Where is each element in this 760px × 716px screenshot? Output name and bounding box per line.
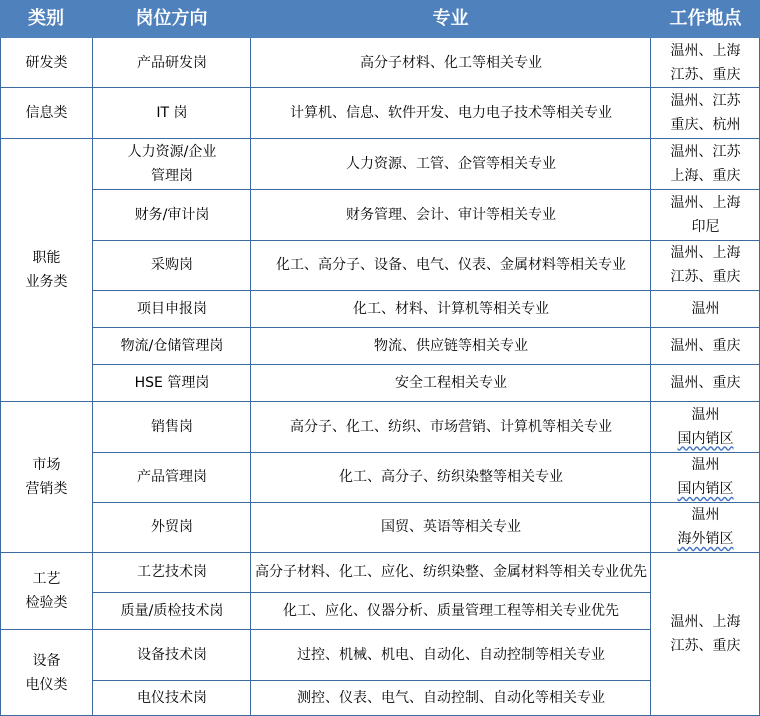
direction-cell — [93, 452, 251, 502]
major-cell: 化工、应化、仪器分析、质量管理工程等相关专业优先 — [283, 602, 619, 619]
row-divider — [0, 629, 651, 630]
direction-cell — [93, 327, 251, 364]
location-cell-line: 温州 — [691, 507, 720, 523]
major-cell: 高分子材料、化工等相关专业 — [360, 54, 542, 71]
column-divider — [650, 38, 651, 716]
category-cell-line: 设备 — [32, 652, 61, 669]
category-cell — [0, 401, 93, 552]
header-direction: 岗位方向 — [135, 8, 208, 29]
row-divider — [93, 189, 760, 190]
location-cell-line: 海外销区 — [677, 531, 734, 547]
row-divider — [93, 290, 760, 291]
category-cell-line: 检验类 — [25, 594, 68, 611]
direction-cell — [93, 364, 251, 401]
direction-cell — [93, 401, 251, 452]
category-cell-line: 营销类 — [25, 480, 68, 497]
category-cell — [0, 87, 93, 138]
location-cell — [651, 401, 760, 452]
category-cell-line: 研发类 — [25, 54, 68, 71]
direction-cell-line: 项目申报岗 — [137, 300, 207, 317]
major-cell: 高分子材料、化工、应化、纺织染整、金属材料等相关专业优先 — [255, 564, 647, 580]
location-cell-line: 温州、江苏 — [670, 143, 741, 160]
direction-cell — [93, 138, 251, 189]
location-cell-line: 温州、上海 — [670, 194, 741, 211]
location-cell-line: 温州、重庆 — [670, 337, 741, 354]
direction-cell — [93, 189, 251, 240]
row-divider — [93, 364, 760, 365]
category-cell-line: 职能 — [32, 249, 61, 266]
location-cell-line: 上海、重庆 — [670, 167, 741, 184]
location-cell — [651, 452, 760, 502]
major-cell: 过控、机械、机电、自动化、自动控制等相关专业 — [297, 646, 605, 663]
row-divider — [93, 452, 760, 453]
direction-cell-line: 产品研发岗 — [137, 54, 207, 71]
direction-cell — [93, 240, 251, 290]
major-cell: 计算机、信息、软件开发、电力电子技术等相关专业 — [290, 104, 612, 121]
major-cell: 化工、材料、计算机等相关专业 — [353, 300, 549, 317]
major-cell: 财务管理、会计、审计等相关专业 — [346, 206, 556, 223]
location-cell-line: 国内销区 — [677, 481, 734, 497]
location-cell — [651, 290, 760, 327]
location-cell — [651, 502, 760, 552]
direction-cell-line: IT 岗 — [156, 104, 188, 121]
category-cell-line: 电仪类 — [25, 676, 68, 693]
major-cell: 化工、高分子、设备、电气、仪表、金属材料等相关专业 — [276, 257, 626, 273]
direction-cell — [93, 502, 251, 552]
major-cell: 物流、供应链等相关专业 — [374, 337, 528, 354]
row-divider — [0, 401, 760, 402]
major-cell: 测控、仪表、电气、自动控制、自动化等相关专业 — [297, 690, 605, 706]
header-category: 类别 — [28, 8, 64, 29]
row-divider — [93, 240, 760, 241]
header-location: 工作地点 — [669, 8, 742, 29]
direction-cell-line: 人力资源/企业 — [127, 143, 217, 160]
direction-cell — [93, 680, 251, 716]
location-cell-merged-line: 江苏、重庆 — [670, 638, 741, 654]
direction-cell-line: HSE 管理岗 — [134, 374, 210, 391]
row-divider — [0, 552, 760, 553]
direction-cell-line: 物流/仓储管理岗 — [120, 337, 224, 354]
direction-cell-line: 产品管理岗 — [137, 469, 207, 485]
direction-cell — [93, 290, 251, 327]
location-cell — [651, 87, 760, 138]
major-cell: 高分子、化工、纺织、市场营销、计算机等相关专业 — [290, 418, 612, 435]
location-cell — [651, 240, 760, 290]
direction-cell — [93, 87, 251, 138]
major-cell: 化工、高分子、纺织染整等相关专业 — [339, 469, 563, 485]
category-cell-line: 市场 — [32, 456, 61, 473]
location-cell-line: 温州 — [691, 406, 720, 423]
direction-cell-line: 工艺技术岗 — [137, 564, 207, 580]
category-cell — [0, 138, 93, 401]
direction-cell — [93, 629, 251, 680]
category-cell — [0, 629, 93, 716]
category-cell-line: 业务类 — [25, 273, 68, 290]
direction-cell-line: 销售岗 — [151, 418, 193, 435]
direction-cell-line: 采购岗 — [151, 257, 193, 273]
direction-cell-line: 管理岗 — [151, 167, 193, 184]
location-cell-merged-line: 温州、上海 — [670, 614, 741, 630]
direction-cell-line: 质量/质检技术岗 — [120, 602, 224, 619]
row-divider — [0, 87, 760, 88]
row-divider — [0, 138, 760, 139]
row-divider — [93, 502, 760, 503]
location-cell — [651, 189, 760, 240]
location-cell — [651, 327, 760, 364]
table-header — [0, 0, 760, 38]
header-major: 专业 — [432, 8, 469, 29]
location-cell-line: 重庆、杭州 — [670, 116, 741, 133]
location-cell-line: 温州、上海 — [670, 245, 741, 261]
column-divider — [0, 38, 1, 716]
direction-cell — [93, 38, 251, 87]
direction-cell — [93, 592, 251, 629]
column-divider — [250, 38, 251, 716]
location-cell-line: 温州、上海 — [670, 42, 741, 59]
location-cell-line: 温州 — [691, 457, 720, 473]
location-cell-line: 印尼 — [691, 218, 720, 235]
location-cell — [651, 38, 760, 87]
category-cell — [0, 38, 93, 87]
category-cell-line: 信息类 — [25, 104, 68, 121]
location-cell-line: 国内销区 — [677, 430, 734, 447]
location-cell — [651, 364, 760, 401]
location-cell-merged — [651, 552, 760, 716]
direction-cell-line: 设备技术岗 — [137, 646, 207, 663]
location-cell-line: 江苏、重庆 — [670, 66, 741, 83]
direction-cell-line: 财务/审计岗 — [134, 206, 210, 223]
direction-cell-line: 电仪技术岗 — [137, 690, 207, 706]
category-cell — [0, 552, 93, 629]
direction-cell-line: 外贸岗 — [151, 519, 193, 535]
major-cell: 国贸、英语等相关专业 — [381, 519, 521, 535]
row-divider — [93, 327, 760, 328]
location-cell-line: 温州、江苏 — [670, 92, 741, 109]
major-cell: 人力资源、工管、企管等相关专业 — [346, 155, 556, 172]
direction-cell — [93, 552, 251, 592]
row-divider — [93, 680, 651, 681]
location-cell — [651, 138, 760, 189]
location-cell-line: 温州 — [691, 300, 720, 317]
location-cell-line: 江苏、重庆 — [670, 269, 741, 285]
major-cell: 安全工程相关专业 — [395, 374, 507, 391]
column-divider — [92, 38, 93, 716]
category-cell-line: 工艺 — [32, 570, 61, 587]
location-cell-line: 温州、重庆 — [670, 374, 741, 391]
row-divider — [93, 592, 651, 593]
